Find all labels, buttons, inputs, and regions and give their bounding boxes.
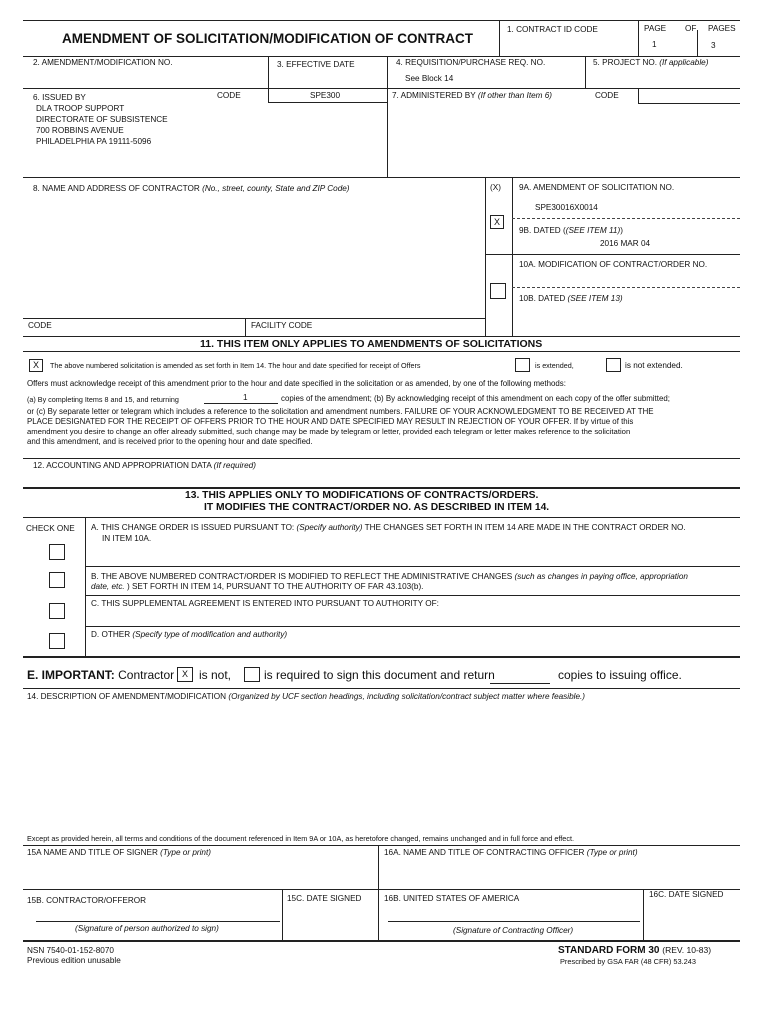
contract-id-code-label: 1. CONTRACT ID CODE [507,25,598,34]
item13b-text2: date, etc. ) SET FORTH IN ITEM 14, PURSUANT TO THE AUTHORITY OF FAR 43.103(b). [91,582,424,591]
section11-line2: Offers must acknowledge receipt of this amendment prior to the hour and date specified in the solicitation or as amended, by one of the following methods: [27,379,566,388]
section11-line4: or (c) By separate letter or telegram which includes a reference to the solicitation and amendment numbers. FAILURE OF YOUR ACKNOWLEDGMENT TO BE RECEIVED AT THE [27,407,654,416]
section11-line3a: (a) By completing Items 8 and 15, and returning [27,395,179,404]
is-extended-checkbox[interactable] [515,358,530,372]
is-not-checkbox[interactable]: X [177,667,193,682]
previous-edition-label: Previous edition unusable [27,956,121,965]
item13b-checkbox[interactable] [49,572,65,588]
code-value: SPE300 [310,91,341,100]
section11-line5: PLACE DESIGNATED FOR THE RECEIPT OF OFFERS PRIOR TO THE HOUR AND DATE SPECIFIED MAY RESULT IN REJECTION OF YOUR OFFER. If by virtue of this [27,417,634,426]
facility-code-label: FACILITY CODE [251,321,313,330]
form-title: AMENDMENT OF SOLICITATION/MODIFICATION OF CONTRACT [62,31,473,46]
is-not-label: is not, [199,668,232,682]
item13b-text: B. THE ABOVE NUMBERED CONTRACT/ORDER IS MODIFIED TO REFLECT THE ADMINISTRATIVE CHANGES (such as changes in paying office, appropriation [91,572,688,581]
section13-heading1: 13. THIS APPLIES ONLY TO MODIFICATIONS OF CONTRACTS/ORDERS. [185,490,539,501]
of-label: OF [685,24,697,33]
item13c-checkbox[interactable] [49,603,65,619]
item15a-label: 15A NAME AND TITLE OF SIGNER (Type or print) [27,848,211,857]
code-label: CODE [217,91,241,100]
section11-checkbox[interactable]: X [29,359,43,372]
item10a-checkbox[interactable] [490,283,506,299]
admin-code-label: CODE [595,91,619,100]
section11-line7: and this amendment, and is received prior to the opening hour and date specified. [27,437,313,446]
section13-heading2: IT MODIFIES THE CONTRACT/ORDER NO. AS DESCRIBED IN ITEM 14. [204,502,550,513]
issuer-line-2: DIRECTORATE OF SUBSISTENCE [36,115,168,124]
item9b-label: 9B. DATED ((SEE ITEM 11)) [519,226,623,235]
pages-label: PAGES [708,24,736,33]
section11-line3b: copies of the amendment; (b) By acknowledging receipt of this amendment on each copy of the offer submitted; [281,394,670,403]
signature-person-label: (Signature of person authorized to sign) [75,924,219,933]
item13a-checkbox[interactable] [49,544,65,560]
page-label: PAGE [644,24,667,33]
section11-line1: The above numbered solicitation is amended as set forth in Item 14. The hour and date specified for receipt of Offers [50,361,421,370]
contractor-code-label: CODE [28,321,52,330]
nsn-label: NSN 7540-01-152-8070 [27,946,114,955]
except-text: Except as provided herein, all terms and conditions of the document referenced in Item 9A or 10A, as heretofore changed, remains unchanged and in full force and effect. [27,834,575,843]
issued-by-label: 6. ISSUED BY [33,93,86,102]
pages-value: 3 [711,41,716,50]
issuer-line-1: DLA TROOP SUPPORT [36,104,125,113]
item13a-text: A. THIS CHANGE ORDER IS ISSUED PURSUANT TO: (Specify authority) THE CHANGES SET FORTH IN ITEM 14 ARE MADE IN THE CONTRACT ORDER NO. [91,523,686,532]
item13a-text3: IN ITEM 10A. [102,534,152,543]
section11-line6: amendment you desire to change an offer already submitted, such change may be made by telegram or letter, provided each telegram or letter makes reference to the solicitation [27,427,631,436]
item10b-label: 10B. DATED (SEE ITEM 13) [519,294,623,303]
is-extended-label: is extended, [535,361,574,370]
item15b-label: 15B. CONTRACTOR/OFFEROR [27,896,147,905]
item16c-label: 16C. DATE SIGNED [649,890,724,899]
item15c-label: 15C. DATE SIGNED [287,894,362,903]
standard-form-label: STANDARD FORM 30 (REV. 10-83) [558,945,712,956]
item12-label: 12. ACCOUNTING AND APPROPRIATION DATA (If required) [33,461,256,470]
item14-label: 14. DESCRIPTION OF AMENDMENT/MODIFICATION (Organized by UCF section headings, including solicitation/contract subject matter where feasible.) [27,692,586,701]
check-one-label: CHECK ONE [26,524,75,533]
copies-value: 1 [243,393,248,402]
amendment-no-label: 2. AMENDMENT/MODIFICATION NO. [33,58,173,67]
item16a-label: 16A. NAME AND TITLE OF CONTRACTING OFFICER (Type or print) [384,848,638,857]
copies-to-office-label: copies to issuing office. [558,668,682,682]
item13d-checkbox[interactable] [49,633,65,649]
is-not-extended-checkbox[interactable] [606,358,621,372]
is-required-checkbox[interactable] [244,667,260,682]
important-line: E. IMPORTANT: Contractor [27,668,175,682]
item10a-label: 10A. MODIFICATION OF CONTRACT/ORDER NO. [519,260,708,269]
is-not-extended-label: is not extended. [625,361,683,370]
item9a-label: 9A. AMENDMENT OF SOLICITATION NO. [519,183,675,192]
prescribed-label: Prescribed by GSA FAR (48 CFR) 53.243 [560,957,696,966]
x-column-label: (X) [490,183,501,192]
item13c-text: C. THIS SUPPLEMENTAL AGREEMENT IS ENTERED INTO PURSUANT TO AUTHORITY OF: [91,599,439,608]
issuer-line-4: PHILADELPHIA PA 19111-5096 [36,137,152,146]
administered-by-label: 7. ADMINISTERED BY (If other than Item 6) [392,91,553,100]
contractor-label: 8. NAME AND ADDRESS OF CONTRACTOR (No., street, county, State and ZIP Code) [33,184,350,193]
effective-date-label: 3. EFFECTIVE DATE [277,60,355,69]
section11-heading: 11. THIS ITEM ONLY APPLIES TO AMENDMENTS OF SOLICITATIONS [200,338,543,350]
project-no-label: 5. PROJECT NO. (If applicable) [593,58,709,67]
item9a-checkbox[interactable]: X [490,215,504,229]
issuer-line-3: 700 ROBBINS AVENUE [36,126,124,135]
requisition-value: See Block 14 [405,74,454,83]
item9b-value: 2016 MAR 04 [600,239,651,248]
item9a-value: SPE30016X0014 [535,203,598,212]
item13d-text: D. OTHER (Specify type of modification and authority) [91,630,288,639]
is-required-label: is required to sign this document and return [264,668,495,682]
item16b-label: 16B. UNITED STATES OF AMERICA [384,894,520,903]
page-value: 1 [652,40,657,49]
signature-officer-label: (Signature of Contracting Officer) [453,926,574,935]
requisition-label: 4. REQUISITION/PURCHASE REQ. NO. [396,58,546,67]
